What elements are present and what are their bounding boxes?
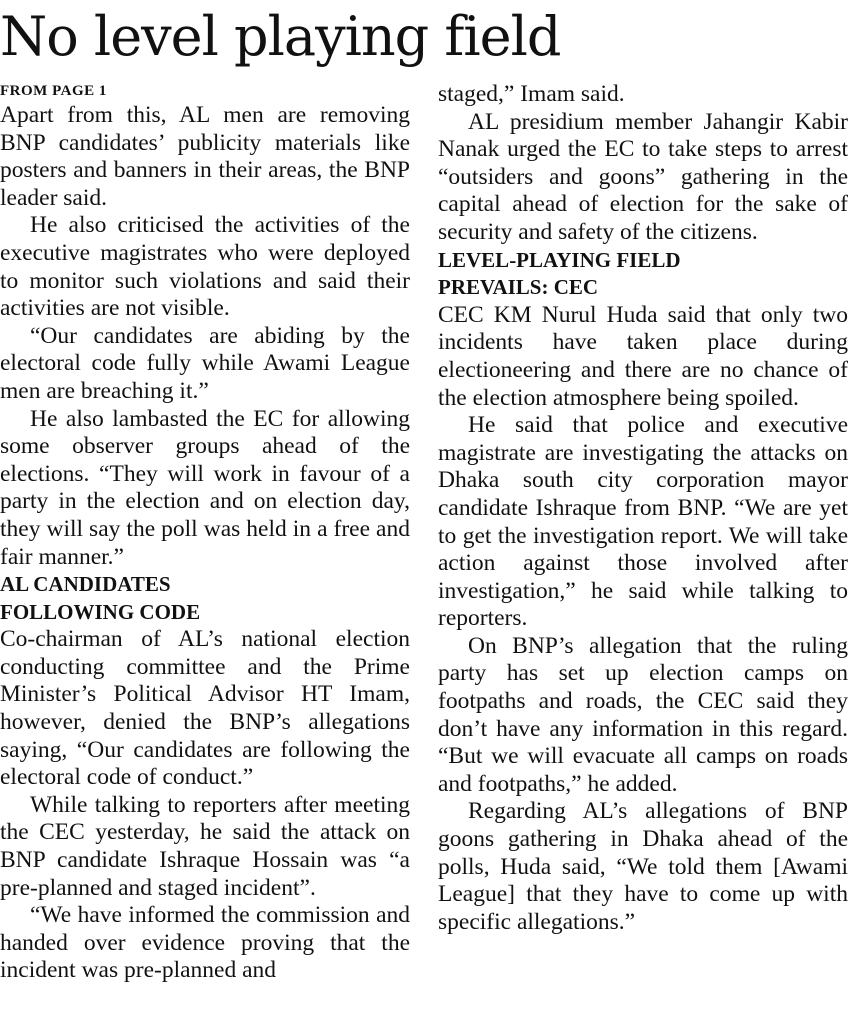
paragraph: He said that police and executive magistrate are investigating the attacks on Dhaka south city corporation mayor candidate Ishraque from BNP. “We are yet to get the investigation report. We will take action against those involved after investigation,” he said while talking to reporters. [438, 412, 848, 632]
article-column-left [0, 80, 410, 985]
paragraph: staged,” Imam said. [438, 81, 625, 107]
paragraph: While talking to reporters after meeting the CEC yesterday, he said the attack on BNP candidate Ishraque Hossain was “a pre-planned and staged incident”. [0, 791, 410, 901]
subhead [0, 571, 410, 626]
paragraph: Apart from this, AL men are removing BNP candidates’ publicity materials like posters and banners in their areas, the BNP leader said. [0, 102, 410, 211]
headline: No level playing field [0, 5, 561, 68]
paragraph: Co-chairman of AL’s national election conducting committee and the Prime Minister’s Political Advisor HT Imam, however, denied the BNP’s allegations saying, “Our candidates are following the electoral code of conduct.” [0, 626, 410, 791]
subhead-line: LEVEL-PLAYING FIELD [438, 247, 681, 272]
paragraph: On BNP’s allegation that the ruling party has set up election camps on footpaths and roads, the CEC said they don’t have any information in this regard. “But we will evacuate all camps on roads and footpaths,” he added. [438, 632, 848, 797]
subhead-line: AL CANDIDATES [0, 572, 171, 597]
paragraph: CEC KM Nurul Huda said that only two incidents have taken place during electioneering and there are no chance of the election atmosphere being spoiled. [438, 301, 848, 411]
article-column-right [438, 81, 848, 936]
paragraph: AL presidium member Jahangir Kabir Nanak urged the EC to take steps to arrest “outsiders and goons” gathering in the capital ahead of election for the sake of security and safety of the citizens. [438, 108, 848, 245]
paragraph: Regarding AL’s allegations of BNP goons gathering in Dhaka ahead of the polls, Huda said, “We told them [Awami League] that they have to come up with specific allegations.” [438, 798, 848, 935]
subhead-line: PREVAILS: CEC [438, 275, 599, 300]
jump-line: FROM PAGE 1 [0, 83, 107, 99]
subhead-line: FOLLOWING CODE [0, 599, 201, 624]
subhead [438, 247, 848, 302]
paragraph: “We have informed the commission and handed over evidence proving that the incident was pre-planned and [0, 902, 410, 984]
paragraph: He also criticised the activities of the executive magistrates who were deployed to monitor such violations and said their activities are not visible. [0, 212, 410, 322]
paragraph: “Our candidates are abiding by the electoral code fully while Awami League men are breaching it.” [0, 322, 410, 404]
paragraph: He also lambasted the EC for allowing some observer groups ahead of the elections. “They will work in favour of a party in the election and on election day, they will say the poll was held in a free and fair manner.” [0, 405, 410, 570]
